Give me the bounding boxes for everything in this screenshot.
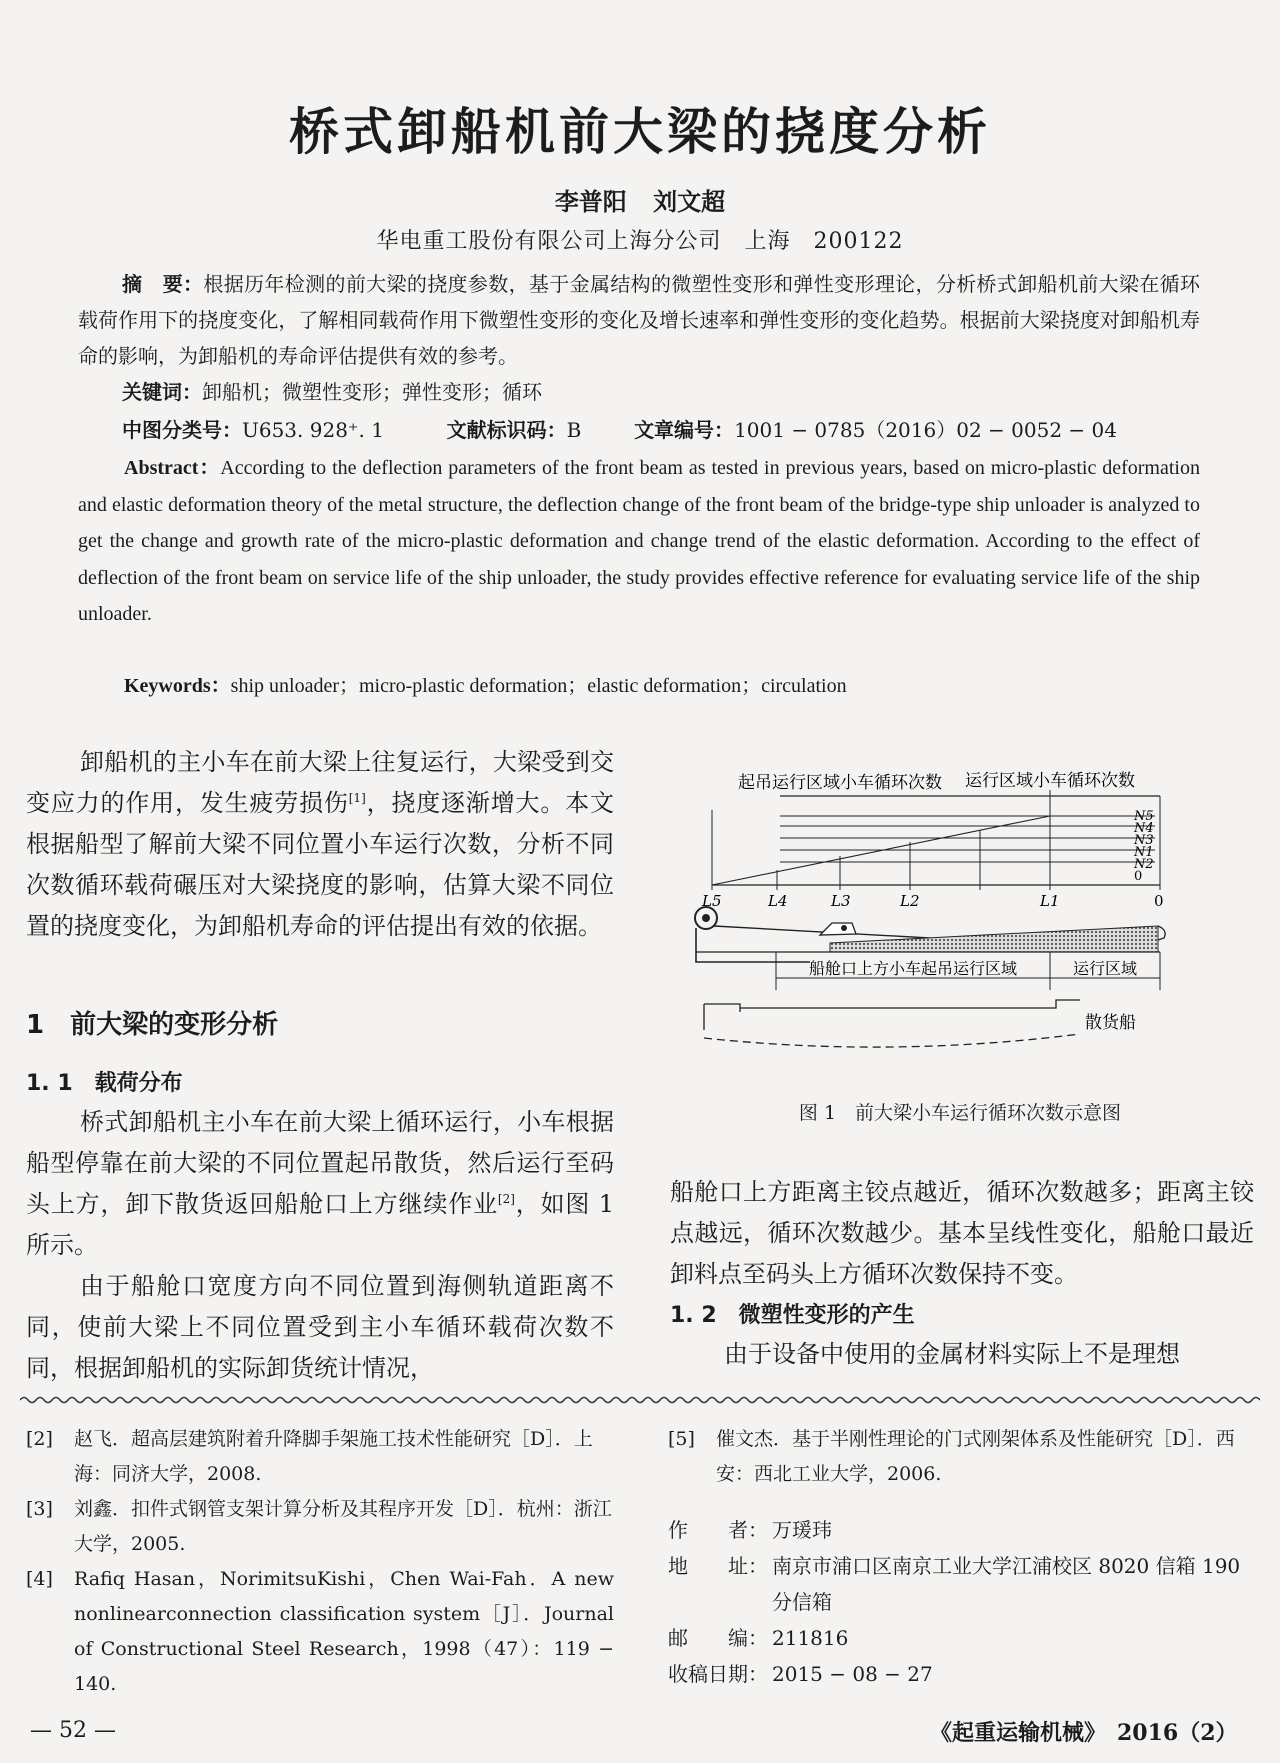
- ship-bow: [704, 1004, 740, 1030]
- reference-item: [668, 1422, 1254, 1492]
- author-info-value: 万瑗玮: [772, 1518, 832, 1542]
- label-run-zone: 运行区域: [1072, 959, 1138, 978]
- paragraph-cycle-count: 由于船舱口宽度方向不同位置到海侧轨道距离不同，使前大梁上不同位置受到主小车循环载荷次数不同，根据卸船机的实际卸货统计情况，: [26, 1272, 614, 1382]
- reference-text: 催文杰．基于半刚性理论的门式刚架体系及性能研究［D］．西安：西北工业大学，2006.: [716, 1428, 1235, 1485]
- doc-code-label: 文献标识码：: [446, 418, 567, 442]
- article-number-label: 文章编号：: [634, 418, 735, 442]
- figure-1-caption: 图 1 前大梁小车运行循环次数示意图: [798, 1102, 1122, 1124]
- author-info-label: 邮 编：: [668, 1626, 768, 1650]
- keywords-cn: [122, 374, 1200, 410]
- ship-hull: [704, 1034, 1080, 1047]
- keywords-en-text: ship unloader；micro-plastic deformation；elastic deformation；circulation: [230, 675, 847, 697]
- beam-hatched-area: [830, 926, 1158, 952]
- author-info-value: 南京市浦口区南京工业大学江浦校区 8020 信箱 190 分信箱: [772, 1554, 1241, 1614]
- reference-number: [5]: [668, 1428, 695, 1450]
- trolley-icon: [820, 923, 856, 935]
- abstract-cn-text: 根据历年检测的前大梁的挠度参数，基于金属结构的微塑性变形和弹性变形理论，分析桥式卸船机前大梁在循环载荷作用下的挠度变化，了解相同载荷作用下微塑性变形的变化及增长速率和弹性变形的变化趋势。根据前大梁挠度对卸船机寿命的影响，为卸船机的寿命评估提供有效的参考。: [78, 272, 1201, 368]
- author-info-value: 2015 − 08 − 27: [772, 1662, 933, 1686]
- reference-text: Rafiq Hasan，NorimitsuKishi，Chen Wai-Fah．A new nonlinearconnection classification system［J］．Journal of Constructional Steel Research，1998（47）：119 − 140.: [74, 1568, 614, 1695]
- wavy-separator: [20, 1394, 1260, 1406]
- abstract-cn: [78, 266, 1200, 374]
- reference-item: [26, 1562, 614, 1702]
- reference-text: 赵飞．超高层建筑附着升降脚手架施工技术性能研究［D］．上海：同济大学，2008.: [74, 1428, 593, 1485]
- keywords-cn-label: 关键词：: [122, 380, 202, 404]
- p1-text-b: ，如图 1 所示。: [26, 1190, 614, 1259]
- keywords-cn-text: 卸船机；微塑性变形；弹性变形；循环: [202, 380, 542, 404]
- abstract-en: [78, 450, 1200, 633]
- label-n3: N3: [1134, 833, 1154, 848]
- citation-2: [2]: [497, 1192, 515, 1206]
- author-info-label: 地 址：: [668, 1554, 768, 1578]
- intro-text-b: ，挠度逐渐增大。本文根据船型了解前大梁不同位置小车运行次数，分析不同次数循环载荷碾压对大梁挠度的影响，估算大梁不同位置的挠度变化，为卸船机寿命的评估提出有效的依据。: [26, 789, 615, 940]
- author-info-row: [668, 1620, 1256, 1656]
- section-1-1-heading: 1. 1 载荷分布: [26, 1071, 183, 1096]
- section-1-heading: 1 前大梁的变形分析: [26, 1010, 279, 1040]
- label-l5: L5: [702, 892, 722, 910]
- wavy-line: [20, 1398, 1260, 1403]
- p1-text-a: 桥式卸船机主小车在前大梁上循环运行，小车根据船型停靠在前大梁的不同位置起吊散货，然后运行至码头上方，卸下散货返回船舱口上方继续作业: [26, 1108, 614, 1218]
- affiliation: 华电重工股份有限公司上海分公司 上海 200122: [376, 229, 904, 254]
- label-l4: L4: [768, 892, 788, 910]
- label-l2: L2: [900, 892, 920, 910]
- author-info: [668, 1512, 1256, 1692]
- intro-paragraph: [26, 742, 614, 947]
- label-n2: N2: [1134, 857, 1154, 872]
- reference-number: [3]: [26, 1498, 53, 1520]
- trolley-wheel-icon: [841, 925, 847, 931]
- author-info-row: [668, 1548, 1256, 1620]
- hinge-pin-icon: [702, 914, 710, 922]
- label-n1: N1: [1134, 845, 1154, 860]
- label-l0: 0: [1154, 892, 1164, 910]
- figure-1-diagram: [690, 750, 1170, 1070]
- references-right: [668, 1422, 1254, 1492]
- keywords-en-label: Keywords：: [124, 675, 231, 697]
- label-n0: 0: [1134, 869, 1143, 884]
- citation-1: [1]: [348, 791, 366, 805]
- authors: 李普阳 刘文超: [554, 188, 726, 216]
- label-n4: N4: [1134, 821, 1154, 836]
- journal-name: 《起重运输机械》 2016（2）: [930, 1720, 1238, 1746]
- reference-number: [4]: [26, 1568, 53, 1590]
- label-n5: N5: [1134, 809, 1154, 824]
- beam-outline-left: [696, 928, 810, 962]
- reference-text: 刘鑫．扣件式钢管支架计算分析及其程序开发［D］．杭州：浙江大学，2005.: [74, 1498, 612, 1555]
- references-left: [26, 1422, 614, 1702]
- reference-item: [26, 1492, 614, 1562]
- label-l3: L3: [831, 892, 851, 910]
- label-ship: 散货船: [1085, 1013, 1136, 1033]
- abstract-en-text: According to the deflection parameters of the front beam as tested in previous years, based on micro-plastic deformation and elastic deformation theory of the metal structure, the deflection change of the front beam of the bridge-type ship unloader is analyzed to get the change and growth rate of the micro-plastic deformation and change trend of the elastic deformation. According to the effect of deflection of the front beam on service life of the ship unloader, the study provides effective reference for evaluating service life of the ship unloader.: [78, 457, 1200, 625]
- reference-item: [26, 1422, 614, 1492]
- author-info-row: [668, 1512, 1256, 1548]
- intro-text-a: 卸船机的主小车在前大梁上往复运行，大梁受到交变应力的作用，发生疲劳损伤: [26, 748, 614, 817]
- abstract-cn-label: 摘 要：: [122, 272, 204, 296]
- reference-number: [2]: [26, 1428, 53, 1450]
- clc-label: 中图分类号：: [122, 418, 242, 442]
- paragraph-microplastic: 由于设备中使用的金属材料实际上不是理想: [724, 1340, 1180, 1368]
- beam-tip: [1158, 926, 1165, 940]
- classification-line: [122, 412, 1200, 448]
- beam-top-edge: [714, 926, 930, 938]
- doc-code-value: B: [566, 418, 582, 442]
- paragraph-load-distribution: [26, 1102, 614, 1266]
- label-hatch-zone: 船舱口上方小车起吊运行区域: [808, 959, 1018, 978]
- ship-deck: [740, 1000, 1080, 1008]
- label-l1: L1: [1040, 892, 1060, 910]
- author-info-value: 211816: [772, 1626, 849, 1650]
- clc-value: U653. 928⁺. 1: [242, 418, 384, 442]
- author-info-label: 收稿日期：: [668, 1662, 768, 1686]
- author-info-row: [668, 1656, 1256, 1692]
- article-number-value: 1001 − 0785（2016）02 − 0052 − 04: [734, 418, 1117, 442]
- section-1-2-heading: 1. 2 微塑性变形的产生: [670, 1303, 915, 1328]
- abstract-en-label: Abstract：: [124, 457, 221, 479]
- page-number: — 52 —: [30, 1718, 116, 1743]
- author-info-label: 作 者：: [668, 1518, 768, 1542]
- paragraph-cycle-trend: 船舱口上方距离主铰点越近，循环次数越多；距离主铰点越远，循环次数越少。基本呈线性变化，船舱口最近卸料点至码头上方循环次数保持不变。: [670, 1178, 1254, 1288]
- keywords-en: [124, 668, 1246, 705]
- paper-title: 桥式卸船机前大梁的挠度分析: [289, 103, 991, 161]
- label-hoist-cycles: 起吊运行区域小车循环次数: [738, 773, 942, 793]
- label-run-cycles: 运行区域小车循环次数: [965, 771, 1135, 791]
